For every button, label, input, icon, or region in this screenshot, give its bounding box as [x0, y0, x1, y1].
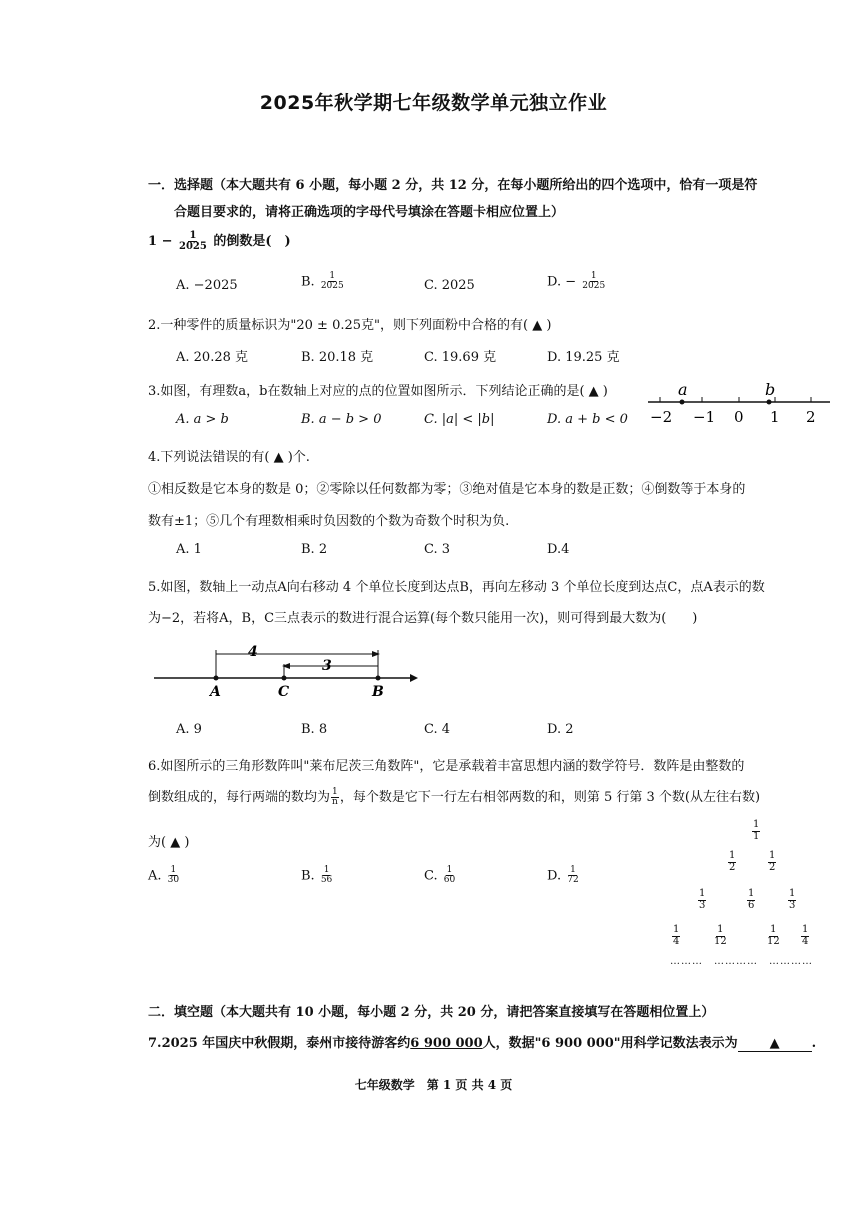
q3-tick-label-m1: −1: [693, 408, 716, 426]
triangle-entry: [728, 851, 736, 873]
triangle-entry-num: 1: [748, 888, 755, 899]
q6-option-d-num: 1: [570, 865, 576, 875]
q4-option-c: C. 3: [424, 542, 451, 557]
page-title: 2025年秋学期七年级数学单元独立作业: [259, 92, 608, 114]
triangle-entry-num: 1: [769, 850, 776, 861]
triangle-entry: [766, 925, 781, 947]
q3-option-c: C. |a| < |b|: [424, 412, 495, 427]
triangle-entry: [698, 889, 706, 911]
q6-option-b-fraction: [320, 866, 333, 886]
triangle-entry: [788, 889, 796, 911]
q1-option-d-num: 1: [590, 271, 597, 281]
q6-option-d: [547, 866, 581, 886]
triangle-entry: [752, 820, 760, 842]
triangle-entry: [713, 925, 728, 947]
triangle-entry-den: 12: [767, 935, 780, 947]
q1-stem-suffix: 的倒数是( ): [213, 234, 291, 249]
q5-number-line-diagram: [150, 642, 430, 702]
q6-option-a-den: 30: [167, 875, 180, 886]
q6-line3: 为( ▲ ): [148, 835, 190, 850]
triangle-entry-den: 4: [673, 935, 680, 947]
q5-option-b: B. 8: [301, 722, 328, 737]
q3-tick-label-2: 2: [806, 408, 816, 426]
q1-stem: [148, 230, 291, 253]
q6-option-d-den: 72: [567, 875, 579, 886]
q1-option-b: [301, 272, 346, 292]
q1-option-b-num: 1: [329, 271, 336, 281]
triangle-entry-num: 1: [673, 924, 680, 935]
q1-frac-num: 1: [189, 229, 197, 241]
q5-point-b: [376, 676, 381, 681]
q3-tick-label-m2: −2: [650, 408, 673, 426]
q6-option-d-fraction: [566, 866, 579, 886]
q3-tick-label-1: 1: [770, 408, 780, 426]
q5-option-c: C. 4: [424, 722, 451, 737]
q2-option-b: B. 20.18 克: [301, 350, 374, 365]
q7-middle: 人，数据"6 900 000"用科学记数法表示为: [482, 1036, 738, 1051]
q5-seg-4-label: 4: [248, 644, 258, 660]
q6-line2-den: n: [332, 797, 338, 807]
q5-line1: 5.如图，数轴上一动点A向右移动 4 个单位长度到达点B，再向左移动 3 个单位长度到达点C，点A表示的数: [148, 580, 765, 595]
q5-arrowhead-4: [372, 651, 380, 657]
q1-fraction: [178, 231, 208, 253]
q6-line2-fraction: [331, 788, 339, 808]
triangle-entry: [672, 925, 680, 947]
triangle-entry-num: 1: [789, 888, 796, 899]
q4-option-a: A. 1: [176, 542, 202, 557]
section1-heading-line2: 合题目要求的，请将正确选项的字母代号填涂在答题卡相应位置上）: [174, 205, 565, 220]
q3-label-a: a: [678, 380, 688, 399]
q1-option-b-label: B.: [301, 274, 315, 290]
q5-label-c: C: [278, 684, 290, 700]
q3-point-b: [767, 400, 772, 405]
q3-tick-label-0: 0: [734, 408, 744, 426]
q6-option-c-num: 1: [446, 865, 453, 875]
triangle-entry-den: 3: [699, 899, 706, 911]
q6-option-b-den: 56: [320, 875, 333, 886]
q3-number-line: [644, 378, 834, 430]
q7-answer-blank: ▲: [738, 1036, 812, 1052]
q2-stem: 2.一种零件的质量标识为"20 ± 0.25克"，则下列面粉中合格的有( ▲ ): [148, 318, 552, 333]
triangle-entry-den: 6: [748, 899, 755, 911]
q1-option-c: C. 2025: [424, 278, 475, 293]
q5-seg-3-label: 3: [322, 658, 332, 674]
q6-line2-a: 倒数组成的，每行两端的数均为: [148, 790, 331, 805]
q1-option-d-label: D. −: [547, 274, 577, 290]
section2-heading: 二．填空题（本大题共有 10 小题，每小题 2 分，共 20 分，请把答案直接填写在答题相位置上）: [148, 1005, 715, 1020]
q6-option-c-label: C.: [424, 868, 438, 884]
q1-option-d-den: 2025: [582, 281, 606, 292]
q5-line2: 为−2，若将A，B，C三点表示的数进行混合运算(每个数只能用一次)，则可得到最大数为( ): [148, 611, 698, 626]
q7-prefix: 7.2025 年国庆中秋假期，泰州市接待游客约: [148, 1036, 411, 1051]
q1-stem-prefix: 1 −: [148, 234, 173, 249]
q6-option-a: [148, 866, 181, 886]
q5-axis-arrowhead: [410, 674, 418, 682]
triangle-entry-num: 1: [717, 924, 724, 935]
triangle-entry-den: 2: [729, 861, 736, 873]
q3-option-a: A. a > b: [176, 412, 229, 427]
q5-point-a: [214, 676, 219, 681]
triangle-entry-num: 1: [770, 924, 777, 935]
q1-frac-den: 2025: [179, 241, 207, 252]
q4-line2: 数有±1；⑤几个有理数相乘时负因数的个数为奇数个时积为负.: [148, 514, 510, 529]
q6-line2: [148, 786, 760, 807]
q4-option-d: D.4: [547, 542, 570, 557]
triangle-entry-num: 1: [753, 819, 760, 830]
triangle-entry-den: 12: [714, 935, 727, 947]
triangle-entry-num: 1: [802, 924, 809, 935]
q6-option-b: [301, 866, 334, 886]
q1-option-d: [547, 272, 607, 292]
q6-option-b-num: 1: [323, 865, 330, 875]
triangle-entry-num: 1: [729, 850, 736, 861]
q6-line2-num: 1: [332, 786, 338, 797]
q6-option-c-fraction: [443, 866, 456, 886]
q6-option-c: [424, 866, 457, 886]
section1-heading-line1: 一．选择题（本大题共有 6 小题，每小题 2 分，共 12 分，在每小题所给出的四个选项中，恰有一项是符: [148, 178, 758, 193]
triangle-entry: [768, 851, 776, 873]
q5-arrowhead-3: [282, 663, 290, 669]
q6-option-c-den: 60: [443, 875, 456, 886]
q1-option-a: A. −2025: [176, 278, 238, 293]
q5-point-c: [282, 676, 287, 681]
q1-option-d-fraction: [581, 272, 606, 292]
q6-option-a-fraction: [167, 866, 180, 886]
q2-option-c: C. 19.69 克: [424, 350, 497, 365]
q1-option-b-fraction: [320, 272, 345, 292]
q4-stem: 4.下列说法错误的有( ▲ )个.: [148, 450, 310, 465]
q7-number: 6 900 000: [410, 1036, 483, 1051]
q6-option-a-label: A.: [148, 868, 162, 884]
q6-option-a-num: 1: [170, 865, 177, 875]
triangle-entry: [801, 925, 809, 947]
q7-text: [148, 1032, 816, 1052]
q3-label-b: b: [765, 380, 776, 399]
triangle-entry: [747, 889, 755, 911]
q2-option-d: D. 19.25 克: [547, 350, 620, 365]
q1-option-b-den: 2025: [320, 281, 344, 292]
q3-stem: 3.如图，有理数a，b在数轴上对应的点的位置如图所示．下列结论正确的是( ▲ ): [148, 384, 608, 399]
q5-label-a: A: [210, 684, 221, 700]
q3-option-d: D. a + b < 0: [547, 412, 628, 427]
q4-option-b: B. 2: [301, 542, 328, 557]
q6-line1: 6.如图所示的三角形数阵叫"莱布尼茨三角数阵"，它是承载着丰富思想内涵的数学符号．数阵是由整数的: [148, 759, 745, 774]
triangle-entry-den: 3: [789, 899, 796, 911]
triangle-entry-den: 4: [802, 935, 809, 947]
triangle-entry-den: 1: [753, 830, 760, 842]
q7-end: .: [811, 1036, 817, 1051]
q3-point-a: [680, 400, 685, 405]
triangle-entry-num: 1: [699, 888, 706, 899]
q5-option-a: A. 9: [176, 722, 202, 737]
q6-line2-b: ，每个数是它下一行左右相邻两数的和，则第 5 行第 3 个数(从左往右数): [339, 790, 761, 805]
triangle-entry-den: 2: [769, 861, 776, 873]
q5-label-b: B: [372, 684, 384, 700]
page-footer: 七年级数学 第 1 页 共 4 页: [354, 1078, 513, 1092]
q6-option-b-label: B.: [301, 868, 315, 884]
q4-line1: ①相反数是它本身的数是 0；②零除以任何数都为零；③绝对值是它本身的数是正数；④倒数等于本身的: [148, 482, 746, 497]
q3-option-b: B. a − b > 0: [301, 412, 382, 427]
triangle-dots: ……… ………… …………: [670, 956, 813, 967]
q6-option-d-label: D.: [547, 868, 562, 884]
q5-option-d: D. 2: [547, 722, 574, 737]
q2-option-a: A. 20.28 克: [176, 350, 249, 365]
